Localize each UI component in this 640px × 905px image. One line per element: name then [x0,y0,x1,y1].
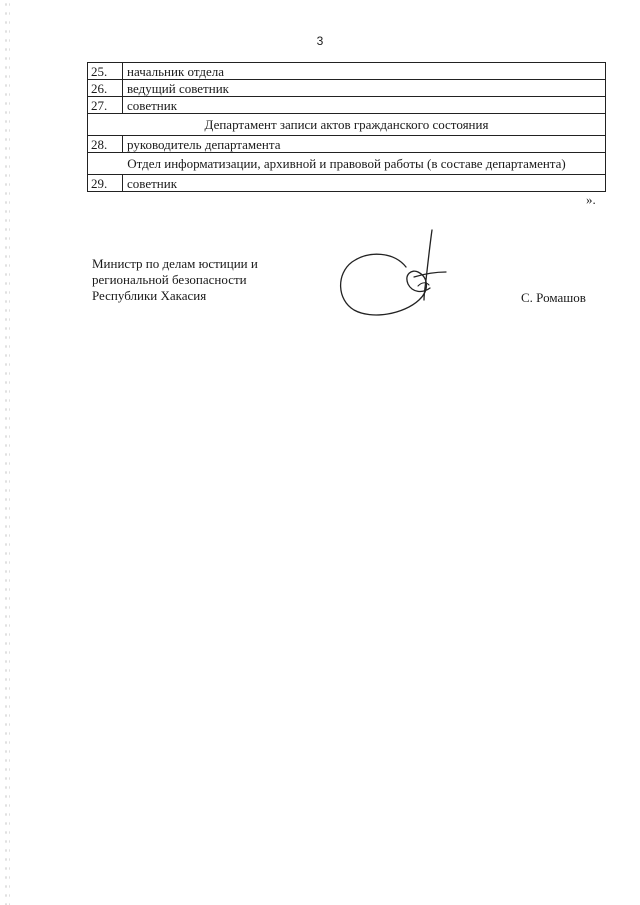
position-title: руководитель департамента [123,136,606,153]
table-row [88,97,606,114]
signatory-position-line: Республики Хакасия [92,288,207,303]
signatory-position-line: региональной безопасности [92,272,247,287]
closing-quote: ». [586,192,596,207]
page-number: 3 [316,34,324,48]
table-row [88,136,606,153]
position-title: советник [123,97,606,114]
section-row [88,153,606,175]
table-row [88,80,606,97]
row-number: 29. [88,175,123,192]
row-number: 25. [88,63,123,80]
position-title: ведущий советник [123,80,606,97]
section-row [88,114,606,136]
table-row [88,63,606,80]
signatory-position-line: Министр по делам юстиции и [92,256,258,271]
table-row [88,175,606,192]
row-number: 26. [88,80,123,97]
position-title: советник [123,175,606,192]
positions-table [87,62,606,192]
row-number: 28. [88,136,123,153]
row-number: 27. [88,97,123,114]
section-heading: Отдел информатизации, архивной и правовой работы (в составе департамента) [88,153,606,175]
position-title: начальник отдела [123,63,606,80]
signer-name: С. Ромашов [521,290,586,305]
scan-edge-artifact [4,0,10,905]
handwritten-signature [334,222,454,322]
signatory-position [92,256,258,304]
section-heading: Департамент записи актов гражданского состояния [88,114,606,136]
